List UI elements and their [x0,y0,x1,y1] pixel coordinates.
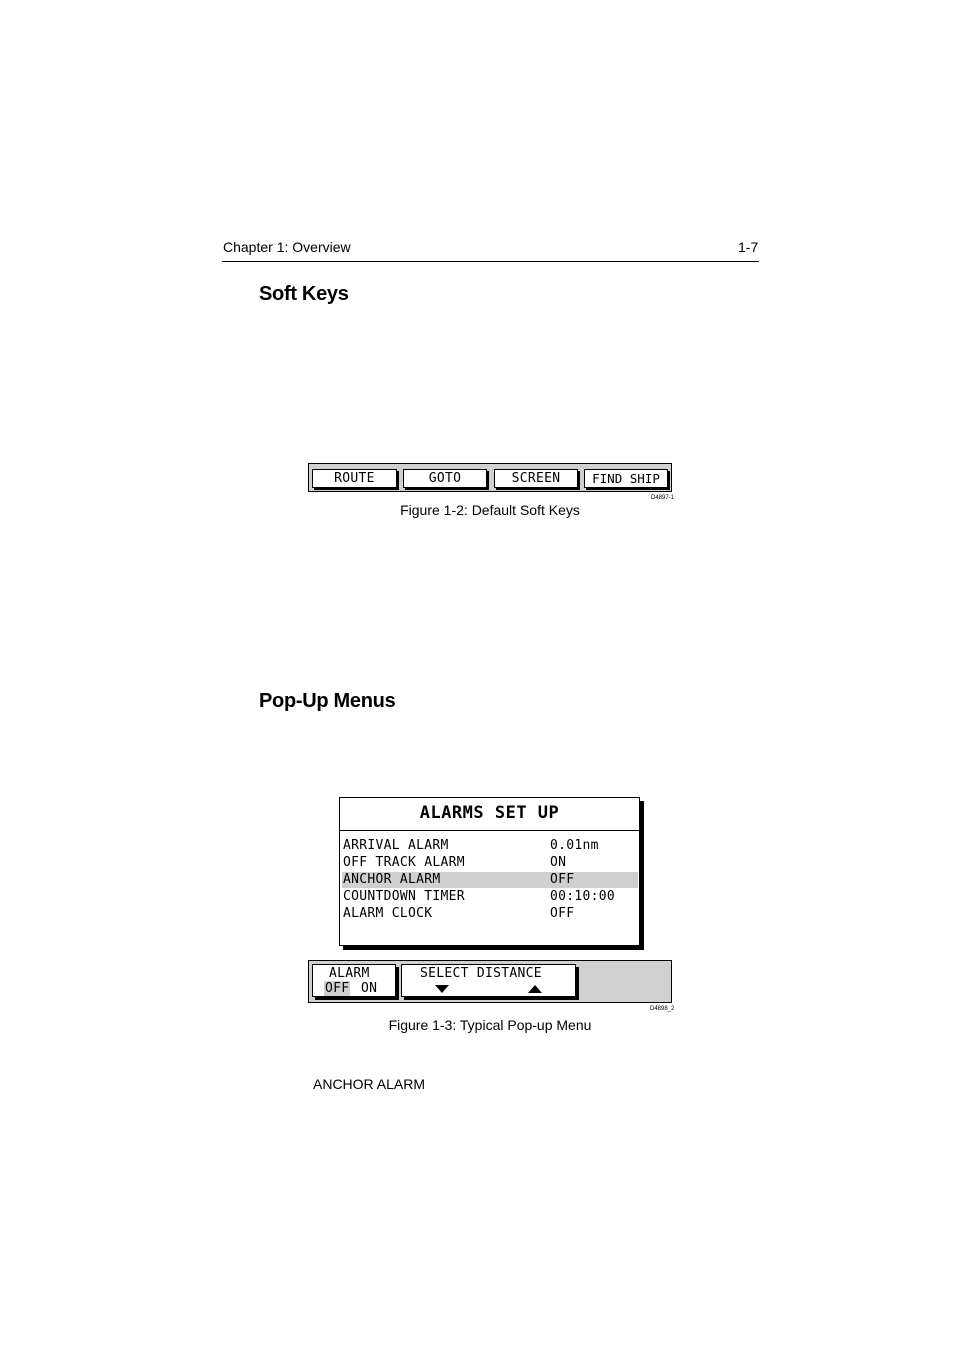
menu-row-value: OFF [550,906,575,921]
select-distance-label: SELECT DISTANCE [420,966,542,981]
header-rule [222,261,759,262]
menu-row[interactable] [342,889,638,905]
menu-row-value: 0.01nm [550,838,599,853]
softkey-bar [308,463,672,492]
menu-row-value: 00:10:00 [550,889,616,904]
header-page-number: 1-7 [738,239,759,255]
alarm-key-on: ON [361,981,378,996]
arrow-up-icon [528,985,542,993]
menu-row-value: ON [550,855,567,870]
menu-row[interactable] [342,906,638,922]
alarm-toggle-key[interactable] [312,964,396,997]
alarm-key-off: OFF [325,981,350,996]
body-note: ANCHOR ALARM [313,1076,426,1092]
softkey-goto[interactable]: GOTO [403,469,487,488]
popup-menu [339,797,640,946]
menu-row[interactable] [342,872,638,888]
section-title-soft-keys: Soft Keys [259,283,349,305]
figure-caption: Figure 1-3: Typical Pop-up Menu [388,1017,592,1033]
select-distance-key[interactable] [401,964,576,997]
arrow-down-icon [435,985,449,993]
menu-row-label: OFF TRACK ALARM [343,855,465,870]
menu-row-label: COUNTDOWN TIMER [343,889,465,904]
figure-caption: Figure 1-2: Default Soft Keys [400,502,580,518]
figure-id: D4897-1 [651,495,675,501]
header-chapter: Chapter 1: Overview [223,239,351,255]
section-title-popup-menus: Pop-Up Menus [259,690,396,712]
menu-row[interactable] [342,838,638,854]
menu-row-label: ANCHOR ALARM [343,872,441,887]
menu-row[interactable] [342,855,638,871]
softkey-route[interactable]: ROUTE [312,469,397,488]
popup-softkey-bar [308,960,672,1003]
alarm-key-label: ALARM [329,966,370,981]
menu-row-value: OFF [550,872,575,887]
menu-row-label: ARRIVAL ALARM [343,838,449,853]
menu-row-label: ALARM CLOCK [343,906,433,921]
softkey-find-ship[interactable]: FIND SHIP [584,469,668,488]
popup-title: ALARMS SET UP [340,798,639,831]
softkey-screen[interactable]: SCREEN [494,469,578,488]
figure-id: D4898_2 [650,1006,675,1012]
